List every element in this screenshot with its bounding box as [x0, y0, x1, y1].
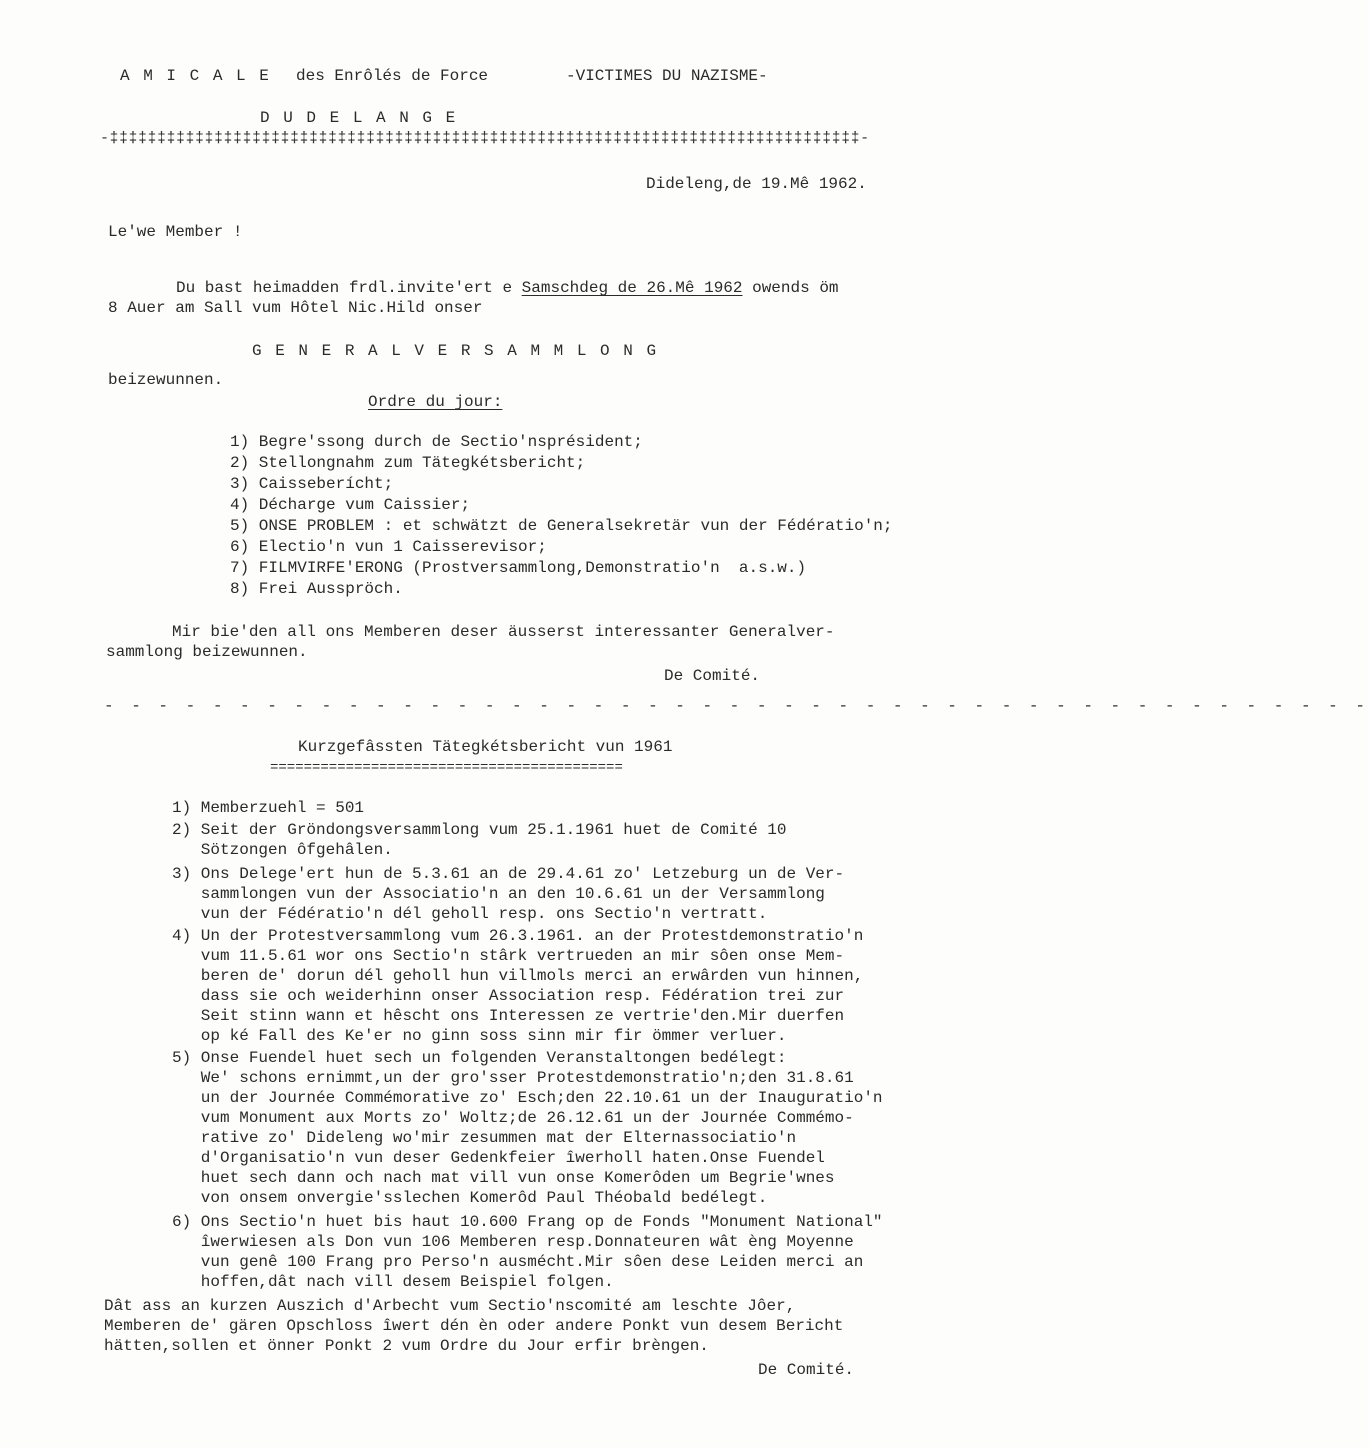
invitation-text-b: owends öm [742, 279, 839, 297]
report-item-line: 3) Ons Delege'ert hun de 5.3.61 an de 29.4.61 zo' Letzeburg un de Ver- [172, 865, 845, 883]
report-item-line: vun genê 100 Frang pro Perso'n ausmécht.Mir sôen dese Leiden merci an [172, 1253, 864, 1271]
agenda-title: Ordre du jour: [368, 393, 503, 411]
report-item-line: hoffen,dât nach vill desem Beispiel folgen. [172, 1273, 614, 1291]
report-item-line: un der Journée Commémorative zo' Esch;den 22.10.61 un der Inauguratio'n [172, 1089, 883, 1107]
report-item-line: beren de' dorun dél geholl hun villmols merci an erwârden vun hinnen, [172, 967, 864, 985]
report-signature: De Comité. [758, 1361, 855, 1379]
report-outro-line: Memberen de' gären Opschloss îwert dén èn oder andere Ponkt vun desem Bericht [104, 1317, 844, 1335]
report-item-line: 1) Memberzuehl = 501 [172, 799, 365, 817]
invitation-text-a: Du bast heimadden frdl.invite'ert e [176, 279, 522, 297]
agenda-item: 3) Caisseberícht; [230, 475, 394, 493]
report-title: Kurzgefâssten Tätegkétsbericht vun 1961 [298, 738, 673, 756]
report-item-line: sammlongen vun der Associatio'n an den 10.6.61 un der Versammlong [172, 885, 825, 903]
letter-date: Dideleng,de 19.Mê 1962. [646, 175, 867, 193]
report-item-line: We' schons ernimmt,un der gro'sser Protestdemonstratio'n;den 31.8.61 [172, 1069, 854, 1087]
report-item-line: von onsem onvergie'sslechen Komerôd Paul Théobald bedélegt. [172, 1189, 768, 1207]
assembly-heading: G E N E R A L V E R S A M M L O N G [252, 342, 659, 360]
report-item-line: vun der Fédératio'n dél geholl resp. ons Sectio'n vertratt. [172, 905, 768, 923]
report-item-line: huet sech dann och nach mat vill vun onse Komerôden um Begrie'wnes [172, 1169, 835, 1187]
invitation-line-2: 8 Auer am Sall vum Hôtel Nic.Hild onser [108, 299, 483, 317]
report-item-line: d'Organisatio'n vun deser Gedenkfeier îwerholl haten.Onse Fuendel [172, 1149, 825, 1167]
agenda-item: 1) Begre'ssong durch de Sectio'nsprésident; [230, 433, 643, 451]
org-name-middle: des Enrôlés de Force [296, 67, 489, 85]
agenda-item: 7) FILMVIRFE'ERONG (Prostversammlong,Demonstratio'n a.s.w.) [230, 559, 807, 577]
header-separator: -‡‡‡‡‡‡‡‡‡‡‡‡‡‡‡‡‡‡‡‡‡‡‡‡‡‡‡‡‡‡‡‡‡‡‡‡‡‡‡‡‡‡‡‡‡‡‡‡‡‡‡‡‡‡‡‡‡‡‡‡‡‡‡‡‡‡‡‡‡‡‡‡‡‡‡‡‡‡‡- [100, 130, 870, 147]
agenda-item: 2) Stellongnahm zum Tätegkétsbericht; [230, 454, 586, 472]
report-item-line: op ké Fall des Ke'er no ginn soss sinn mir fir ömmer verluer. [172, 1027, 787, 1045]
report-item-line: vum Monument aux Morts zo' Woltz;de 26.12.61 un der Journée Commémo- [172, 1109, 854, 1127]
report-item-line: vum 11.5.61 wor ons Sectio'n stârk vertrueden an mir sôen onse Mem- [172, 947, 845, 965]
agenda-item: 5) ONSE PROBLEM : et schwätzt de Generalsekretär vun der Fédératio'n; [230, 517, 893, 535]
report-item-line: Seit stinn wann et hêscht ons Interessen ze vertrie'den.Mir duerfen [172, 1007, 845, 1025]
report-item-line: 5) Onse Fuendel huet sech un folgenden Veranstaltongen bedélegt: [172, 1049, 787, 1067]
letter-signature: De Comité. [664, 667, 761, 685]
report-title-underline: ========================================== [270, 760, 623, 776]
report-outro-line: hätten,sollen et önner Ponkt 2 vum Ordre du Jour erfir brèngen. [104, 1337, 709, 1355]
agenda-item: 6) Electio'n vun 1 Caisserevisor; [230, 538, 547, 556]
closing-line-2: sammlong beizewunnen. [106, 643, 308, 661]
attend-text: beizewunnen. [108, 371, 224, 389]
report-outro-line: Dât ass an kurzen Auszich d'Arbecht vum Sectio'nscomité am leschte Jôer, [104, 1297, 796, 1315]
org-name-prefix: A M I C A L E [120, 67, 271, 85]
report-item-line: 2) Seit der Gröndongsversammlong vum 25.1.1961 huet de Comité 10 [172, 821, 787, 839]
report-item-line: rative zo' Dideleng wo'mir zesummen mat der Elternassociatio'n [172, 1129, 797, 1147]
meeting-date: Samschdeg de 26.Mê 1962 [521, 279, 743, 297]
agenda-item: 4) Décharge vum Caissier; [230, 496, 471, 514]
report-item-line: îwerwiesen als Don vun 106 Memberen resp.Donnateuren wât èng Moyenne [172, 1233, 854, 1251]
section-divider: - - - - - - - - - - - - - - - - - - - - - - - - - - - - - - - - - - - - - - - - - - - - - - - [104, 697, 1369, 715]
agenda-item: 8) Frei Ausspröch. [230, 580, 403, 598]
org-city: D U D E L A N G E [260, 109, 458, 127]
salutation: Le'we Member ! [108, 223, 243, 241]
invitation-line-1 [176, 278, 839, 298]
report-item-line: dass sie och weiderhinn onser Association resp. Fédération trei zur [172, 987, 845, 1005]
report-item-line: 4) Un der Protestversammlong vum 26.3.1961. an der Protestdemonstratio'n [172, 927, 864, 945]
report-item-line: Sötzongen ôfgehâlen. [172, 841, 393, 859]
org-name-suffix: -VICTIMES DU NAZISME- [566, 67, 768, 85]
report-item-line: 6) Ons Sectio'n huet bis haut 10.600 Frang op de Fonds "Monument National" [172, 1213, 883, 1231]
closing-line-1: Mir bie'den all ons Memberen deser äusserst interessanter Generalver- [172, 623, 835, 641]
